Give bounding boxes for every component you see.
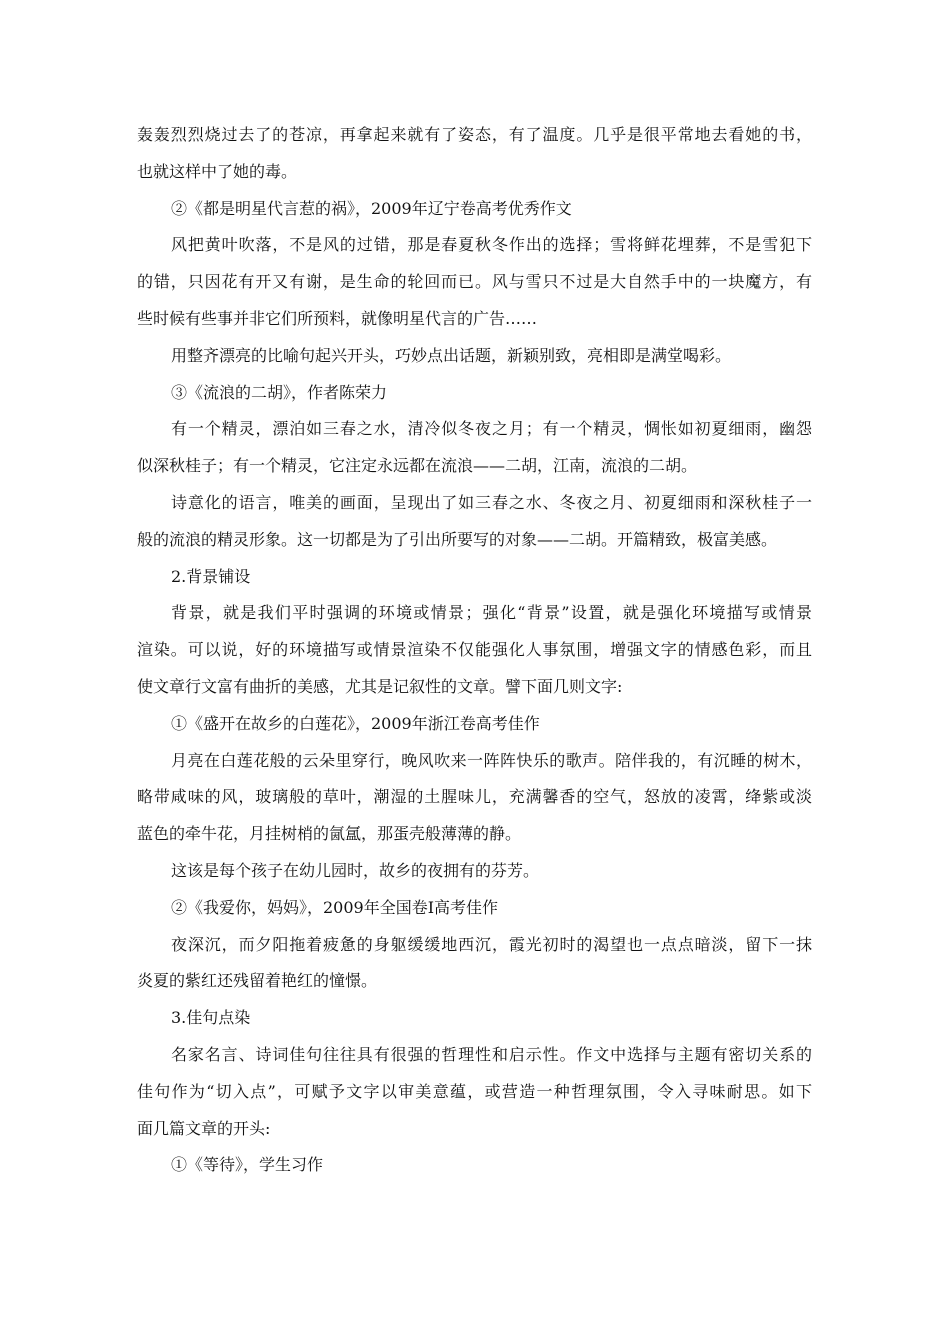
paragraph-line: 也就这样中了她的毒。 bbox=[137, 161, 298, 181]
example-heading: ③《流浪的二胡》，作者陈荣力 bbox=[171, 382, 388, 402]
paragraph-line: 蓝色的牵牛花，月挂树梢的氤氲，那蛋壳般薄薄的静。 bbox=[137, 824, 522, 844]
paragraph-line: 略带咸味的风，玻璃般的草叶，潮湿的土腥味儿，充满馨香的空气，怒放的凌霄，绛紫或淡 bbox=[137, 787, 812, 807]
paragraph-line: 名家名言、诗词佳句往往具有很强的哲理性和启示性。作文中选择与主题有密切关系的 bbox=[171, 1044, 812, 1064]
paragraph-line: 夜深沉，而夕阳拖着疲惫的身躯缓缓地西沉，霞光初时的渴望也一点点暗淡，留下一抹 bbox=[171, 934, 812, 954]
paragraph-line: 背景，就是我们平时强调的环境或情景；强化“背景”设置，就是强化环境描写或情景 bbox=[171, 603, 812, 623]
paragraph-line: 轰轰烈烈烧过去了的苍凉，再拿起来就有了姿态，有了温度。几乎是很平常地去看她的书， bbox=[137, 125, 812, 144]
paragraph-line: 风把黄叶吹落，不是风的过错，那是春夏秋冬作出的选择；雪将鲜花埋葬，不是雪犯下 bbox=[171, 235, 812, 255]
paragraph-line: 佳句作为“切入点”，可赋予文字以审美意蕴，或营造一种哲理氛围，令入寻味耐思。如下 bbox=[137, 1081, 812, 1101]
paragraph-line: 似深秋桂子；有一个精灵，它注定永远都在流浪——二胡，江南，流浪的二胡。 bbox=[137, 456, 698, 476]
paragraph-line: 使文章行文富有曲折的美感，尤其是记叙性的文章。譬下面几则文字: bbox=[137, 676, 623, 696]
paragraph-line: 渲染。可以说，好的环境描写或情景渲染不仅能强化人事氛围，增强文字的情感色彩，而且 bbox=[137, 640, 812, 660]
commentary-line: 般的流浪的精灵形象。这一切都是为了引出所要写的对象——二胡。开篇精致，极富美感。 bbox=[137, 529, 778, 549]
example-heading: ②《都是明星代言惹的祸》，2009年辽宁卷高考优秀作文 bbox=[171, 198, 572, 218]
paragraph-line: 的错，只因花有开又有谢，是生命的轮回而已。风与雪只不过是大自然手中的一块魔方，有 bbox=[137, 272, 812, 292]
section-heading: 2.背景铺设 bbox=[171, 566, 251, 586]
paragraph-line: 月亮在白莲花般的云朵里穿行，晚风吹来一阵阵快乐的歌声。陪伴我的，有沉睡的树木， bbox=[171, 750, 812, 770]
example-heading: ①《盛开在故乡的白莲花》，2009年浙江卷高考佳作 bbox=[171, 713, 540, 733]
commentary-line: 这该是每个孩子在幼儿园时，故乡的夜拥有的芬芳。 bbox=[171, 860, 540, 880]
paragraph-line: 面几篇文章的开头: bbox=[137, 1118, 271, 1138]
example-heading: ②《我爱你，妈妈》，2009年全国卷Ⅰ高考佳作 bbox=[171, 897, 499, 917]
paragraph-line: 些时候有些事并非它们所预料，就像明星代言的广告…… bbox=[137, 308, 538, 328]
section-heading: 3.佳句点染 bbox=[171, 1008, 251, 1028]
paragraph-line: 炎夏的紫红还残留着艳红的憧憬。 bbox=[137, 971, 378, 991]
paragraph-line: 有一个精灵，漂泊如三春之水，清冷似冬夜之月；有一个精灵，惆怅如初夏细雨，幽怨 bbox=[171, 419, 812, 439]
commentary-line: 诗意化的语言，唯美的画面，呈现出了如三春之水、冬夜之月、初夏细雨和深秋桂子一 bbox=[171, 492, 812, 512]
example-heading: ①《等待》，学生习作 bbox=[171, 1155, 324, 1175]
document-body bbox=[137, 123, 817, 1190]
commentary-line: 用整齐漂亮的比喻句起兴开头，巧妙点出话题，新颖别致，亮相即是满堂喝彩。 bbox=[171, 345, 732, 365]
